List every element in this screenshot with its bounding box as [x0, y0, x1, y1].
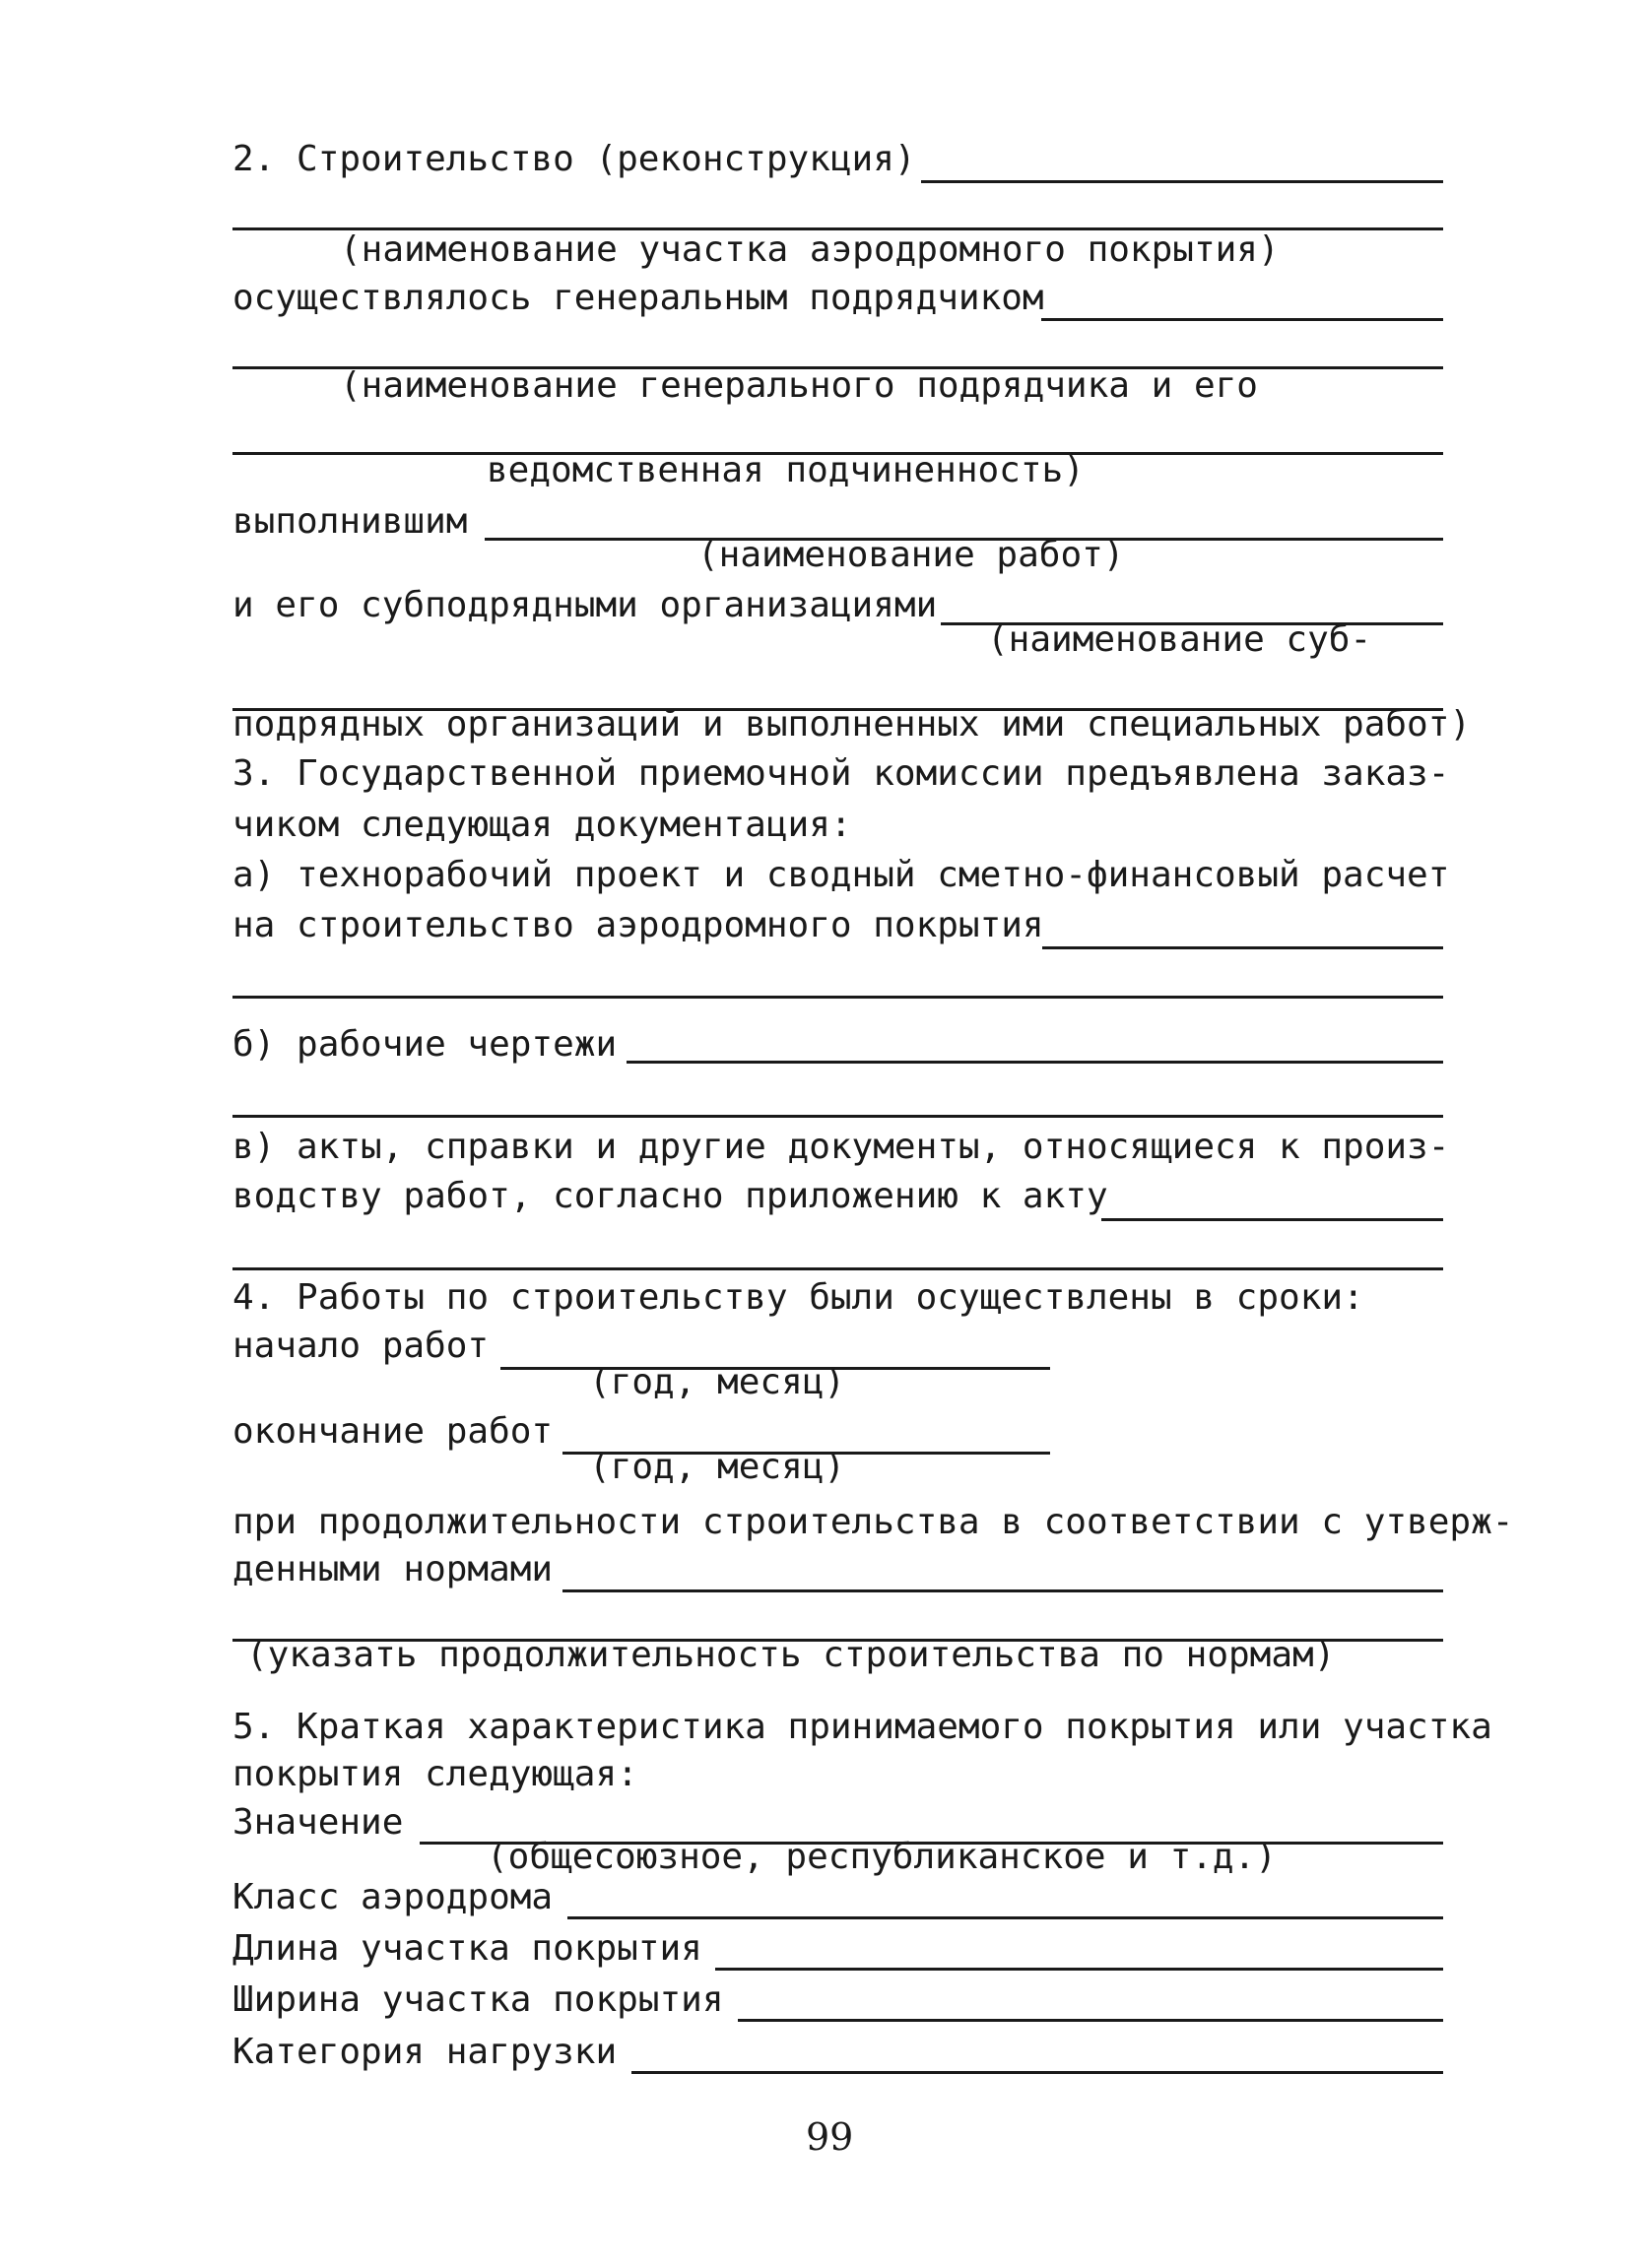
caption-contractor: (наименование генерального подрядчика и его [340, 365, 1258, 406]
input-line-acts[interactable] [1101, 1218, 1443, 1221]
input-line-load-category[interactable] [631, 2071, 1443, 2074]
input-line-project[interactable] [1042, 946, 1443, 949]
work-start-label: начало работ [232, 1326, 490, 1366]
input-line-project-cont[interactable] [232, 996, 1443, 999]
caption-work-start: (год, месяц) [589, 1362, 846, 1402]
aerodrome-class-label: Класс аэродрома [232, 1877, 554, 1917]
section4-line2: при продолжительности строительства в соответствии с утверж- [232, 1502, 1514, 1542]
input-line-width[interactable] [738, 2019, 1443, 2022]
input-line-drawings-cont[interactable] [232, 1115, 1443, 1118]
input-line-length[interactable] [715, 1968, 1443, 1971]
section3-line4: на строительство аэродромного покрытия [232, 905, 1044, 945]
work-end-label: окончание работ [232, 1411, 554, 1452]
caption-norms: (указать продолжительность строительства по нормам) [246, 1635, 1336, 1675]
input-line-object[interactable] [921, 180, 1443, 183]
significance-label: Значение [232, 1802, 404, 1843]
caption-object: (наименование участка аэродромного покрытия) [340, 229, 1280, 270]
section3-line3: а) технорабочий проект и сводный сметно-финансовый расчет [232, 855, 1450, 895]
caption-significance: (общесоюзное, республиканское и т.д.) [487, 1837, 1277, 1877]
input-line-acts-cont[interactable] [232, 1267, 1443, 1270]
load-category-label: Категория нагрузки [232, 2032, 618, 2072]
section2-line1: 2. Строительство (реконструкция) [232, 139, 916, 179]
input-line-drawings[interactable] [627, 1061, 1443, 1064]
section5-line2: покрытия следующая: [232, 1754, 638, 1794]
caption-work-end: (год, месяц) [589, 1447, 846, 1487]
section2-line4: и его субподрядными организациями [232, 585, 938, 625]
width-label: Ширина участка покрытия [232, 1979, 724, 2020]
section3-line1: 3. Государственной приемочной комиссии предъявлена заказ- [232, 753, 1450, 794]
caption-subcontractors: (наименование суб- [987, 619, 1372, 660]
page-number: 99 [806, 2115, 854, 2159]
section3-line2: чиком следующая документация: [232, 805, 852, 845]
section4-line3: денными нормами [232, 1549, 554, 1589]
length-label: Длина участка покрытия [232, 1928, 702, 1969]
section3-line6: в) акты, справки и другие документы, относящиеся к произ- [232, 1127, 1450, 1167]
input-line-norms[interactable] [562, 1589, 1443, 1592]
section5-line1: 5. Краткая характеристика принимаемого покрытия или участка [232, 1707, 1492, 1747]
section2-line3: выполнившим [232, 501, 468, 542]
section2-line2: осуществлялось генеральным подрядчиком [232, 278, 1044, 318]
input-line-general-contractor[interactable] [1041, 318, 1443, 321]
section3-line5: б) рабочие чертежи [232, 1024, 618, 1065]
caption-works: (наименование работ) [697, 535, 1125, 575]
caption-subordination: ведомственная подчиненность) [487, 450, 1085, 490]
input-line-aerodrome-class[interactable] [567, 1916, 1443, 1919]
section4-line1: 4. Работы по строительству были осуществлены в сроки: [232, 1277, 1364, 1318]
section3-line7: водству работ, согласно приложению к акту [232, 1176, 1108, 1216]
caption-subcontractors-cont: подрядных организаций и выполненных ими специальных работ) [232, 704, 1472, 745]
